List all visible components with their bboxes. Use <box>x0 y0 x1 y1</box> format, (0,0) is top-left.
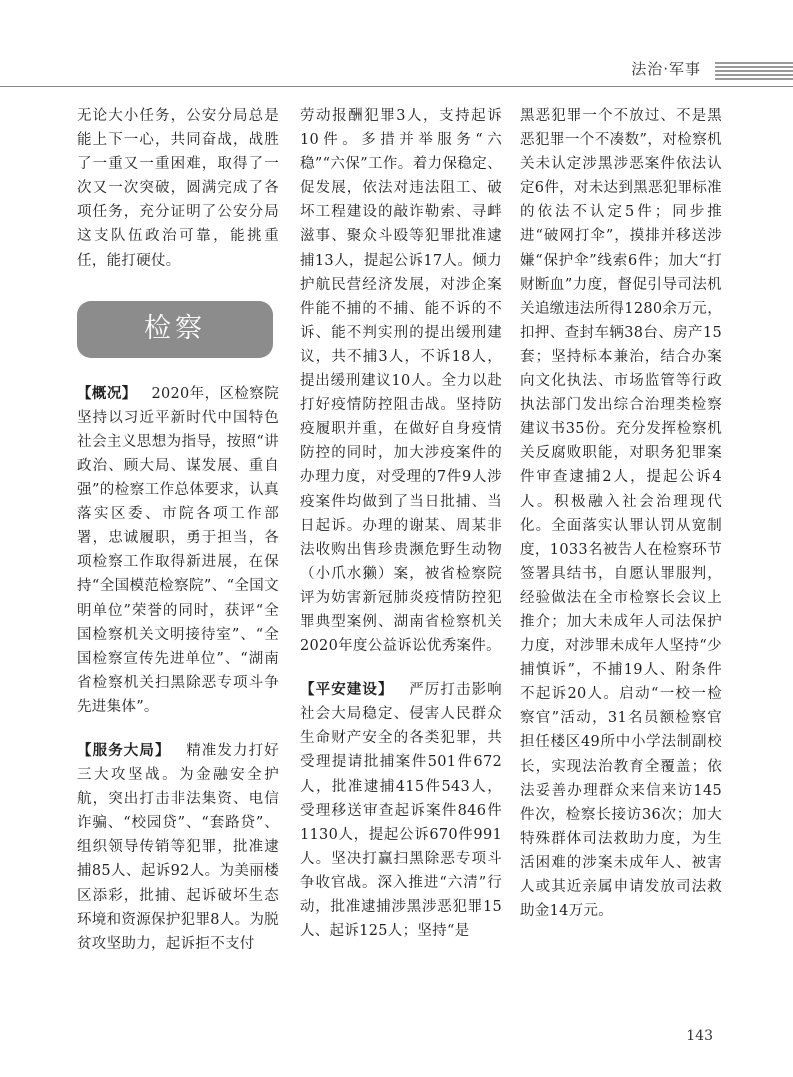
paragraph-text: 2020年，区检察院坚持以习近平新时代中国特色社会主义思想为指导，按照“讲政治、顾大局、谋发展、重自强”的检察工作总体要求，认真落实区委、市院各项工作部署，忠诚履职，勇于担当，各项检察工作取得新进展，在保持“全国模范检察院”、“全国文明单位”荣誉的同时，获评“全国检察机关文明接待室”、“全国检察宣传先进单位”、“湖南省检察机关扫黑除恶专项斗争先进集体”。 <box>77 385 280 715</box>
paragraph: 劳动报酬犯罪3人，支持起诉10件。多措并举服务“六稳”“六保”工作。着力保稳定、促发展，依法对违法阻工、破坏工程建设的敲诈勒索、寻衅滋事、聚众斗殴等犯罪批准逮捕13人，提起公诉17人。倾力护航民营经济发展，对涉企案件能不捕的不捕、能不诉的不诉、能不判实刑的提出缓刑建议，共不捕3人，不诉18人，提出缓刑建议10人。全力以赴打好疫情防控阻击战。坚持防疫履职并重，在做好自身疫情防控的同时，加大涉疫案件的办理力度，对受理的7件9人涉疫案件均做到了当日批捕、当日起诉。办理的谢某、周某非法收购出售珍贵濒危野生动物（小爪水獭）案，被省检察院评为妨害新冠肺炎疫情防控犯罪典型案例、湖南省检察机关2020年度公益诉讼优秀案件。 <box>300 108 502 655</box>
header-rule <box>0 86 793 87</box>
paragraph: 黑恶犯罪一个不放过、不是黑恶犯罪一个不凑数”，对检察机关未认定涉黑涉恶案件依法认定6件，对未达到黑恶犯罪标准的依法不认定5件；同步推进“破网打伞”，摸排并移送涉嫌“保护伞”线索6件；加大“打财断血”力度，督促引导司法机关追缴违法所得1280余万元，扣押、查封车辆38台、房产15套；坚持标本兼治，结合办案向文化执法、市场监管等行政执法部门发出综合治理类检察建议书35份。充分发挥检察机关反腐败职能，对职务犯罪案件审查逮捕2人，提起公诉4人。积极融入社会治理现代化。全面落实认罪认罚从宽制度，1033名被告人在检察环节签署具结书，自愿认罪服判，经验做法在全市检察长会议上推介；加大未成年人司法保护力度，对涉罪未成年人坚持“少捕慎诉”，不捕19人、附条件不起诉20人。启动“一校一检察官”活动，31名员额检察官担任楼区49所中小学法制副校长，实现法治教育全覆盖；依法妥善办理群众来信来访145件次，检察长接访36次；加大特殊群体司法救助力度，为生活困难的涉案未成年人、被害人或其近亲属申请发放司法救助金14万元。 <box>520 108 722 920</box>
column-3 <box>520 104 722 923</box>
section-title: 检察 <box>144 313 206 345</box>
section-title-box <box>77 301 273 358</box>
paragraph-safety <box>300 678 502 943</box>
paragraph-overview <box>77 382 279 719</box>
paragraph-tag: 【服务大局】 <box>77 742 171 759</box>
paragraph-text: 精准发力打好三大攻坚战。为金融安全护航，突出打击非法集资、电信诈骗、“校园贷”、“套路贷”、组织领导传销等犯罪，批准逮捕85人、起诉92人。为美丽楼区添彩，批捕、起诉破坏生态环境和资源保护犯罪8人。为脱贫攻坚助力，起诉拒不支付 <box>77 742 279 952</box>
page-number: 143 <box>686 1028 713 1044</box>
paragraph-tag: 【平安建设】 <box>300 682 394 699</box>
page-header <box>0 54 793 90</box>
column-1 <box>77 104 279 956</box>
paragraph: 无论大小任务，公安分局总是能上下一心，共同奋战，战胜了一重又一重困难，取得了一次又一次突破，圆满完成了各项任务，充分证明了公安分局这支队伍政治可靠，能挑重任，能打硬仗。 <box>77 108 279 269</box>
header-stripes-decoration <box>715 62 793 82</box>
paragraph-tag: 【概况】 <box>77 385 137 402</box>
paragraph-text: 严厉打击影响社会大局稳定、侵害人民群众生命财产安全的各类犯罪，共受理提请批捕案件501件672人，批准逮捕415件543人，受理移送审查起诉案件846件1130人，提起公诉670件991人。坚决打赢扫黑除恶专项斗争收官战。深入推进“六清”行动，批准逮捕涉黑涉恶犯罪15人、起诉125人；坚持“是 <box>300 682 502 940</box>
section-label: 法治·军事 <box>631 60 701 78</box>
paragraph-service <box>77 739 279 956</box>
column-2 <box>300 104 502 943</box>
